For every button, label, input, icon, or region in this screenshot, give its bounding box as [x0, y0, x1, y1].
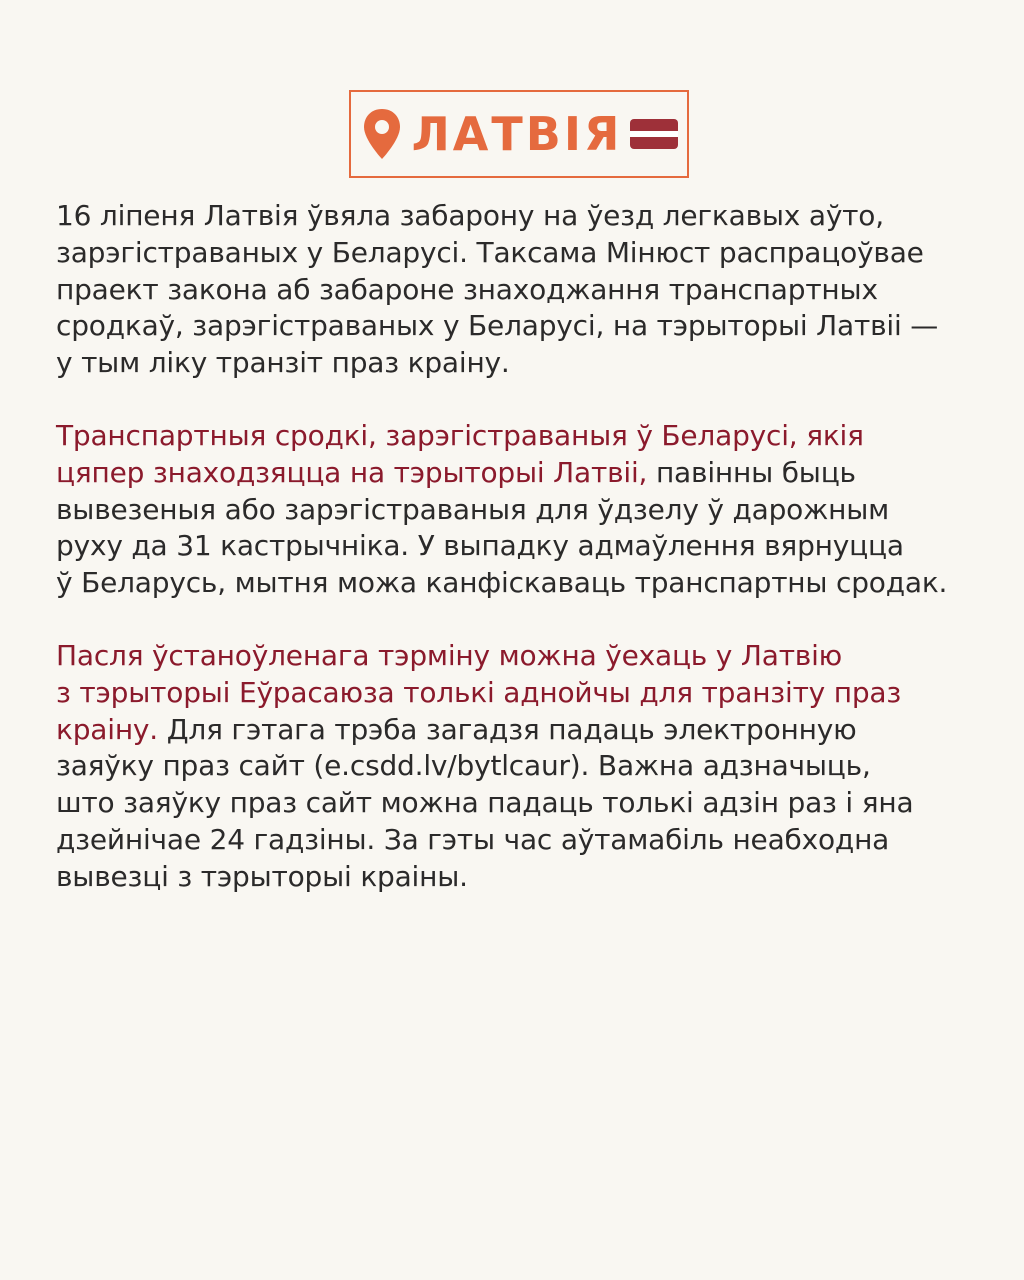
text-line: сродкаў, зарэгістраваных у Беларусі, на тэрыторыі Латвіі —: [56, 309, 939, 343]
highlight-line: цяпер знаходзяцца на тэрыторыі Латвіі,: [56, 455, 648, 489]
text-line: зарэгістраваных у Беларусі. Таксама Мінюст распрацоўвае: [56, 235, 924, 269]
highlight-line: краіну.: [56, 712, 159, 746]
latvia-flag-icon: [630, 119, 678, 149]
text-line: у тым ліку транзіт праз краіну.: [56, 346, 510, 380]
article-body: [56, 198, 996, 932]
header-title: ЛАТВІЯ: [411, 107, 623, 161]
text-line: вывезці з тэрыторыі краіны.: [56, 859, 468, 893]
text-line: 16 ліпеня Латвія ўвяла забарону на ўезд легкавых аўто,: [56, 199, 884, 232]
text-line: дзейнічае 24 гадзіны. За гэты час аўтамабіль неабходна: [56, 822, 890, 856]
highlight-line: з тэрыторыі Еўрасаюза толькі аднойчы для транзіту праз: [56, 675, 902, 709]
header-badge: [349, 90, 689, 178]
paragraph-2: [56, 418, 996, 602]
text-segment: Для гэтага трэба загадзя падаць электронную: [158, 712, 857, 746]
text-line: заяўку праз сайт (e.csdd.lv/bytlcaur). Важна адзначыць,: [56, 749, 871, 783]
paragraph-1: [56, 198, 996, 382]
text-line: што заяўку праз сайт можна падаць толькі адзін раз і яна: [56, 786, 914, 820]
highlight-line: Пасля ўстаноўленага тэрміну можна ўехаць у Латвію: [56, 638, 843, 672]
text-line: руху да 31 кастрычніка. У выпадку адмаўлення вярнуцца: [56, 529, 904, 563]
text-segment: павінны быць: [647, 455, 856, 489]
paragraph-3: [56, 638, 996, 896]
text-line: праект закона аб забароне знаходжання транспартных: [56, 272, 878, 306]
map-pin-icon: [360, 107, 404, 161]
text-line: ў Беларусь, мытня можа канфіскаваць транспартны сродак.: [56, 566, 948, 600]
text-line: вывезеныя або зарэгістраваныя для ўдзелу ў дарожным: [56, 492, 890, 526]
highlight-line: Транспартныя сродкі, зарэгістраваныя ў Беларусі, якія: [56, 418, 864, 452]
